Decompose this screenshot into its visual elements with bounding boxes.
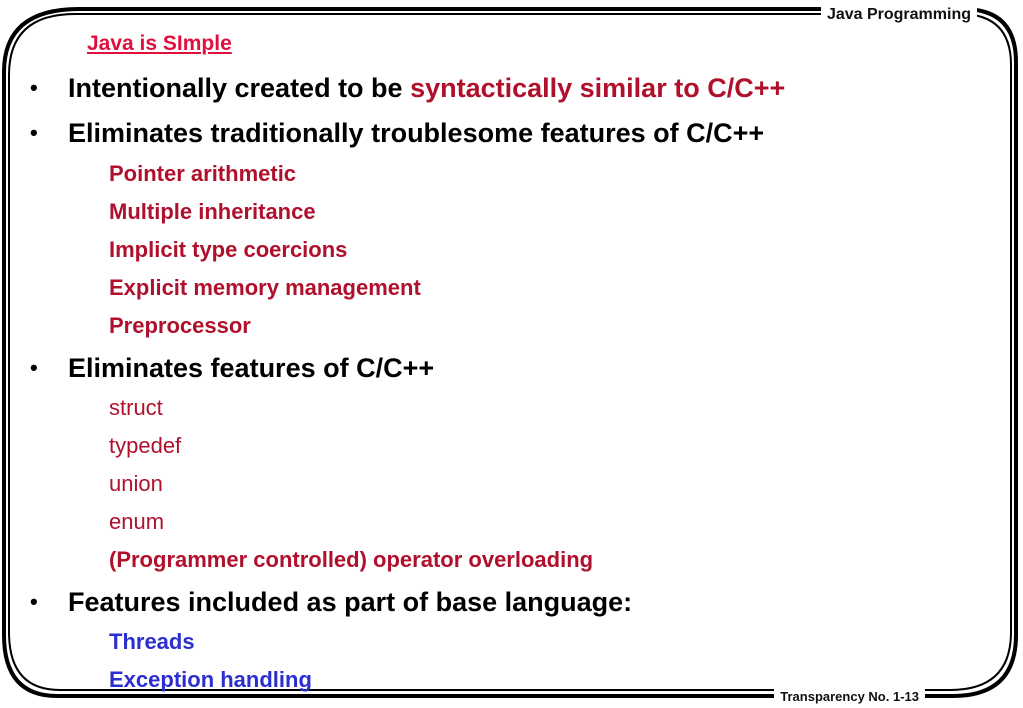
sub-item (83, 470, 163, 498)
sub-item (83, 236, 347, 264)
sub-item-text: Implicit type coercions (109, 237, 348, 262)
bullet-icon: • (30, 355, 38, 380)
sub-item-text: struct (109, 395, 163, 420)
transparency-footer: Transparency No. 1-13 (774, 689, 925, 704)
slide-title: Java is SImple (87, 32, 232, 55)
sub-item (83, 628, 195, 656)
bullet-text: Intentionally created to be (68, 73, 411, 103)
sub-item (83, 546, 593, 574)
bullet-icon: • (30, 75, 38, 100)
bullet-icon: • (30, 120, 38, 145)
bullet-text: Eliminates features of C/C++ (68, 353, 435, 383)
sub-item (83, 666, 312, 694)
sub-item (83, 312, 251, 340)
sub-item-text: Exception handling (109, 667, 312, 692)
sub-item (83, 394, 163, 422)
sub-item (83, 508, 164, 536)
bullet-point (30, 117, 764, 149)
sub-item-text: Explicit memory management (109, 275, 421, 300)
bullet-icon: • (30, 589, 38, 614)
sub-item (83, 274, 421, 302)
sub-item-text: enum (109, 509, 165, 534)
bullet-point (30, 586, 632, 618)
sub-item (83, 160, 296, 188)
sub-item-text: Pointer arithmetic (109, 161, 297, 186)
sub-item-text: union (109, 471, 163, 496)
sub-item-text: typedef (109, 433, 182, 458)
sub-item (83, 198, 316, 226)
bullet-point (30, 72, 785, 104)
sub-item (83, 432, 181, 460)
sub-item-text: Threads (109, 629, 195, 654)
course-header: Java Programming (821, 6, 977, 24)
bullet-text: Features included as part of base language: (68, 587, 633, 617)
sub-item-text: (Programmer controlled) operator overloading (109, 547, 594, 572)
sub-item-text: Multiple inheritance (109, 199, 316, 224)
sub-item-text: Preprocessor (109, 313, 251, 338)
bullet-emphasis: syntactically similar to C/C++ (410, 73, 786, 103)
bullet-point (30, 352, 434, 384)
bullet-text: Eliminates traditionally troublesome features of C/C++ (68, 118, 765, 148)
